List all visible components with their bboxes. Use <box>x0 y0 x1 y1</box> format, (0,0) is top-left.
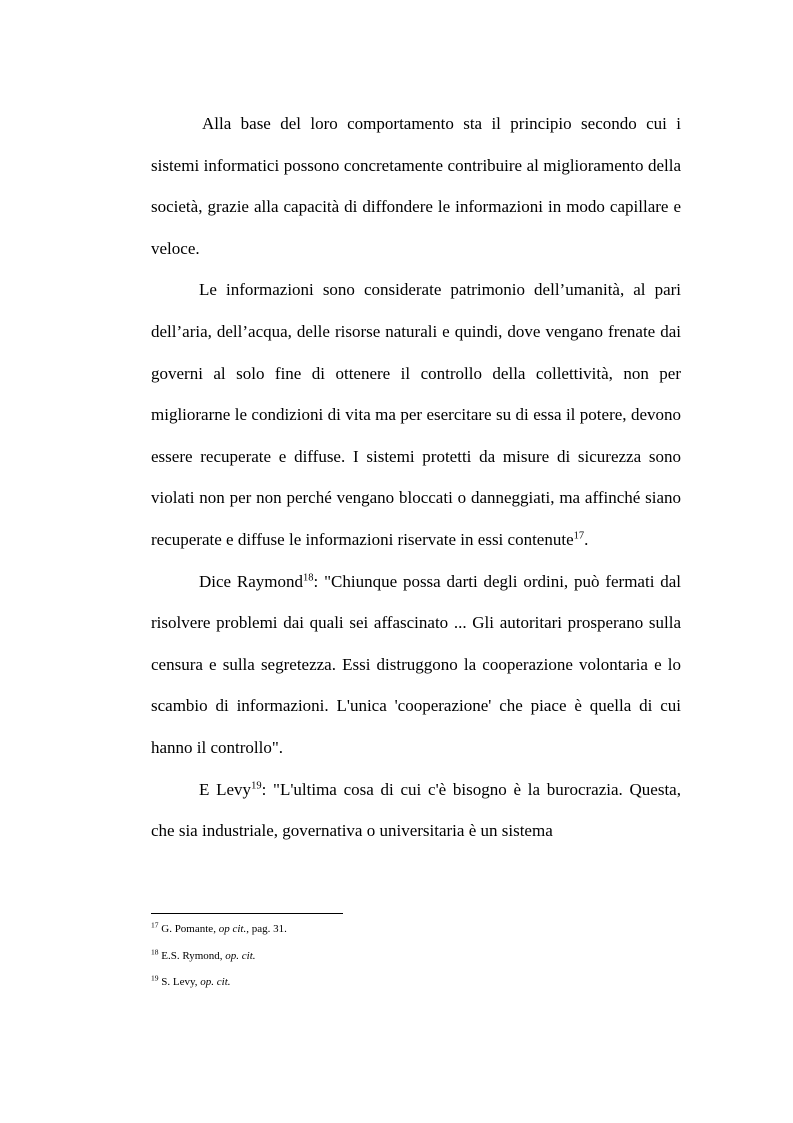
footnote-page: , pag. 31. <box>246 923 287 935</box>
footnote-author: E.S. Rymond, <box>158 949 226 962</box>
footnote-separator <box>151 913 343 914</box>
paragraph-4 <box>151 769 681 852</box>
paragraph-4-start: E Levy <box>199 779 252 799</box>
footnote-ref-18[interactable]: 18 <box>303 571 314 583</box>
footnote-17 <box>151 921 681 938</box>
footnote-author: G. Pomante, <box>158 923 219 935</box>
footnote-ref-17[interactable]: 17 <box>573 530 585 542</box>
footnote-mark: 18 <box>151 946 159 956</box>
footnote-ref-19[interactable]: 19 <box>251 779 262 791</box>
footnote-citation: op. cit. <box>200 976 231 988</box>
paragraph-3-text: : "Chiunque possa darti degli ordini, può fermati dal risolvere problemi dai quali sei affascinato ... Gli autoritari prosperano sulla censura e sulla segretezza. Essi distruggono la cooperazione volontaria e lo scambio di informazioni. L'unica 'cooperazione' che piace è quella di cui hanno il controllo". <box>151 571 682 757</box>
paragraph-3-start: Dice Raymond <box>199 571 304 591</box>
paragraph-3 <box>151 561 681 769</box>
footnotes <box>151 921 681 1001</box>
footnote-citation: op cit. <box>218 923 247 935</box>
page-body <box>151 103 681 852</box>
paragraph-1-text: Alla base del loro comportamento sta il principio secondo cui i sistemi informatici possono concretamente contribuire al miglioramento della società, grazie alla capacità di diffondere le informazioni in modo capillare e veloce. <box>151 114 681 258</box>
footnote-mark: 19 <box>151 973 159 983</box>
footnote-citation: op. cit. <box>225 949 256 962</box>
footnote-author: S. Levy, <box>158 976 201 988</box>
footnote-19 <box>151 974 681 991</box>
paragraph-2 <box>151 269 681 560</box>
footnote-18 <box>151 948 681 965</box>
paragraph-4-text: : "L'ultima cosa di cui c'è bisogno è la burocrazia. Questa, che sia industriale, governativa o universitaria è un sistema <box>151 779 681 841</box>
paragraph-2-end: . <box>584 529 589 549</box>
paragraph-1 <box>151 103 681 269</box>
paragraph-2-text: Le informazioni sono considerate patrimonio dell’umanità, al pari dell’aria, dell’acqua, delle risorse naturali e quindi, dove vengano frenate dai governi al solo fine di ottenere il controllo della collettività, non per migliorarne le condizioni di vita ma per esercitare su di essa il potere, devono essere recuperate e diffuse. I sistemi protetti da misure di sicurezza sono violati non per non perché vengano bloccati o danneggiati, ma affinché siano recuperate e diffuse le informazioni riservate in essi contenute <box>151 280 681 549</box>
footnote-mark: 17 <box>151 920 159 930</box>
